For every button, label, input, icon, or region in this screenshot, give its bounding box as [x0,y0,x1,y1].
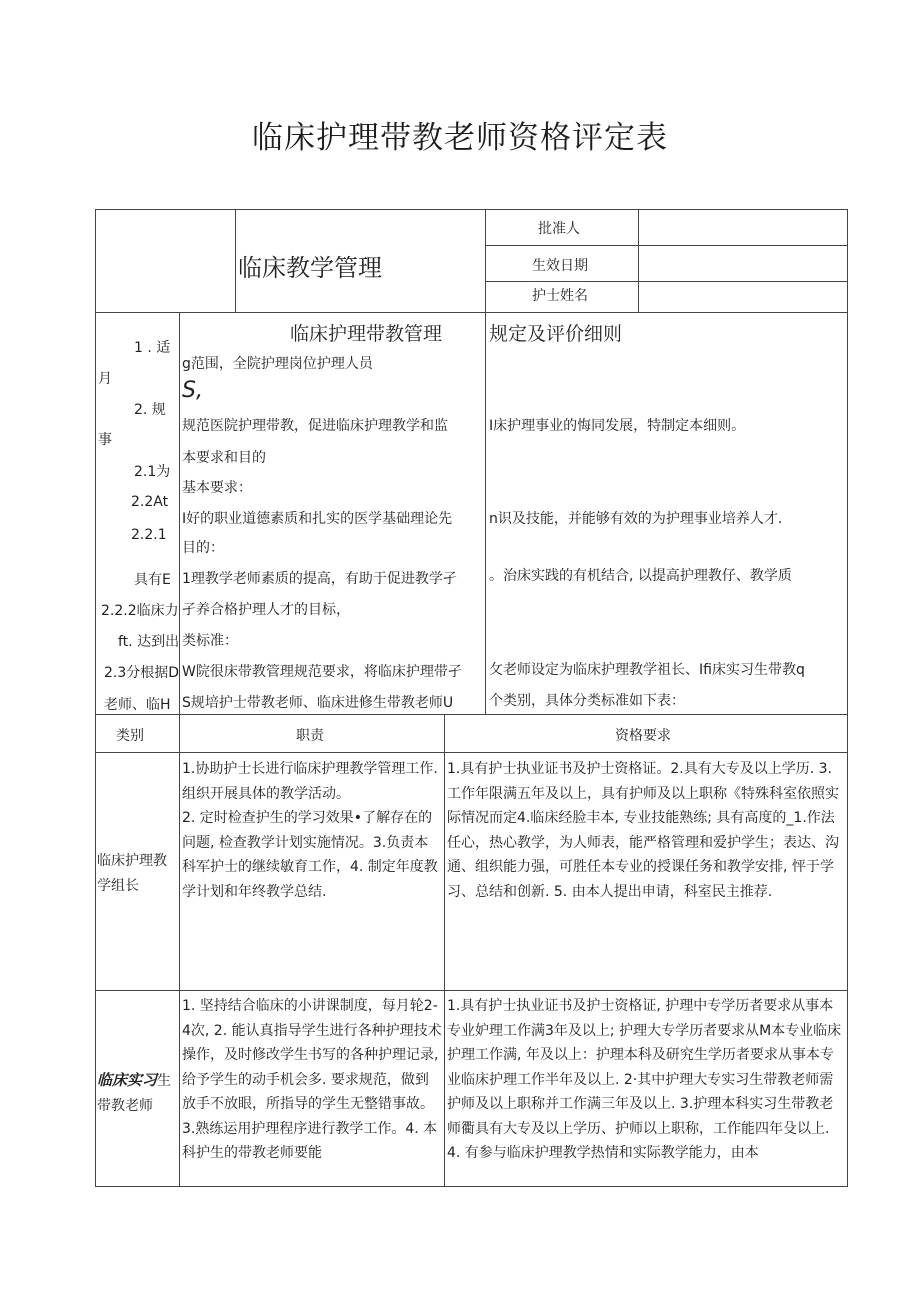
reg-divider-right [485,312,486,714]
middle-line: S规培护士带教老师、临床进修生带教老师U [182,695,454,711]
left-fragment: 2.1为 [134,464,171,480]
table-row-category: 临床护理教学组长 [97,853,167,894]
right-line: 个类别，具体分类标准如下表： [489,693,685,709]
middle-line: W院很床带教管理规范要求，将临床护理带孑 [182,664,462,680]
left-fragment: ft. 达到出 [118,634,180,650]
header-bottom-line [95,312,848,313]
nurse-name-label: 护士姓名 [532,288,588,304]
regulation-title-right: 规定及评价细则 [489,323,623,345]
left-fragment: 月 [98,371,112,387]
table-header-category: 类别 [116,728,144,744]
table-row-requirements: 1.具有护士执业证书及护士资格证, 护理中专学历者要求从事本专业妒理工作满3年及以上; 护理大专学历者要求从M本专业临床护理工作满, 年及以上：护理本科及研究生学历者要求从事本专业临床护理工作半年及以上. 2·其中护理大专实习生带教老师需护师及以上职称并工作满三年及以上. 3.护理本科实习生带教老师衢具有大专及以上学历、护师以上职称，工作能四年殳以上. 4. 有参与临床护理教学热情和实际教学能力，由本 [447,998,842,1161]
middle-line: 本要求和目的 [182,450,266,466]
reg-bottom-line [95,714,848,715]
middle-line: 类标准： [182,633,238,649]
left-fragment: 事 [98,432,112,448]
right-line: n识及技能，并能够有效的为护理事业培养人才. [489,511,783,527]
middle-line: 孑养合格护理人才的目标， [182,602,350,618]
header-divider-3 [638,209,639,312]
middle-line: 目的： [182,540,224,556]
middle-line: 1理教学老师素质的提高，有助于促进教学孑 [182,571,457,587]
table-row-duties: 1. 坚持结合临床的小讲课制度，每月轮2-4次, 2. 能认真指导学生进行各种护理技术操作，及时修改学生书写的各种护理记录, 给予学生的动手机会多. 要求规范，做到放手不放眼，所指导的学生无整错事故。3.熟练运用护理程序进行教学工作。4. 本科护生的带教老师要能 [182,998,442,1161]
header-divider-2 [485,209,486,312]
table-row-requirements: 1.具有护士执业证书及护士资格证。2.具有大专及以上学历. 3. 工作年限满五年及以上，具有护师及以上职称《特殊科室依照实际情况而定4.临床经脸丰本, 专业技能熟练; 具有高度的_1.作法任心，热心教学，为人师表，能严格管理和爱护学生；表达、沟通、组织能力强，可胜任本专业的授课任务和教学安排, 怦于学习、总结和创新. 5. 由本人提出申请，科室民主推荐. [447,761,839,900]
header-row-line-1 [485,245,847,246]
table-col-line-2 [444,714,445,1187]
left-fragment: 2.2At [131,494,169,510]
effective-date-label: 生效日期 [532,258,588,274]
table-border-top [95,209,848,210]
middle-line: 规范医院护理带教，促进临床护理教学和监 [182,418,448,434]
right-line: I床护理事业的悔同发展，特制定本细则。 [489,418,746,434]
page-title: 临床护理带教老师资格评定表 [252,120,668,156]
middle-line: g范围，全院护理岗位护理人员 [182,356,373,372]
header-row-line-2 [485,281,847,282]
table-row-category [97,1068,177,1118]
department-name: 临床教学管理 [238,254,382,282]
left-fragment: 2.2.2临床力 [101,603,179,619]
left-fragment: 2.2.1 [131,527,167,543]
right-line: 。治床实践的有机结合, 以提高护理教仔、教学质 [489,568,792,584]
table-col-line-1 [179,714,180,1187]
table-header-line [95,752,848,753]
left-fragment: 2.3分根据D [104,665,180,681]
right-line: 攵老师设定为临床护理教学祖长、Ifi床实习生带教q [489,662,805,678]
approver-label: 批准人 [538,221,580,237]
left-fragment: 老师、临H [104,697,171,713]
table-header-requirements: 资格要求 [615,728,671,744]
left-fragment: 2. 规 [134,402,166,418]
category-italic-part: 临床实习 [97,1071,158,1089]
table-border-right [847,209,848,1187]
header-divider-1 [235,209,236,312]
middle-line: I好的职业道德素质和扎实的医学基础理论先 [182,511,453,527]
middle-line: S, [182,378,203,403]
table-header-duties: 职责 [296,728,324,744]
table-border-left [95,209,96,1187]
category-rest-part: 生带教老师 [97,1073,172,1114]
table-row-duties: 1.协助护士长进行临床护理教学管理工作. 组织开展具体的教学活动。 2. 定时检查护生的学习效果•了解存在的问题, 检查教学计划实施情况。3.负责本科军护士的继续敏育工作，4. 制定年度教学计划和年终教学总结. [182,761,438,900]
left-fragment: 具有E [134,572,171,588]
reg-divider-left [179,312,180,714]
table-row-line [95,990,848,991]
table-border-bottom [95,1186,848,1187]
middle-line: 基本要求： [182,480,252,496]
left-fragment: 1 . 适 [134,340,171,356]
regulation-title-left: 临床护理带教管理 [290,323,443,345]
